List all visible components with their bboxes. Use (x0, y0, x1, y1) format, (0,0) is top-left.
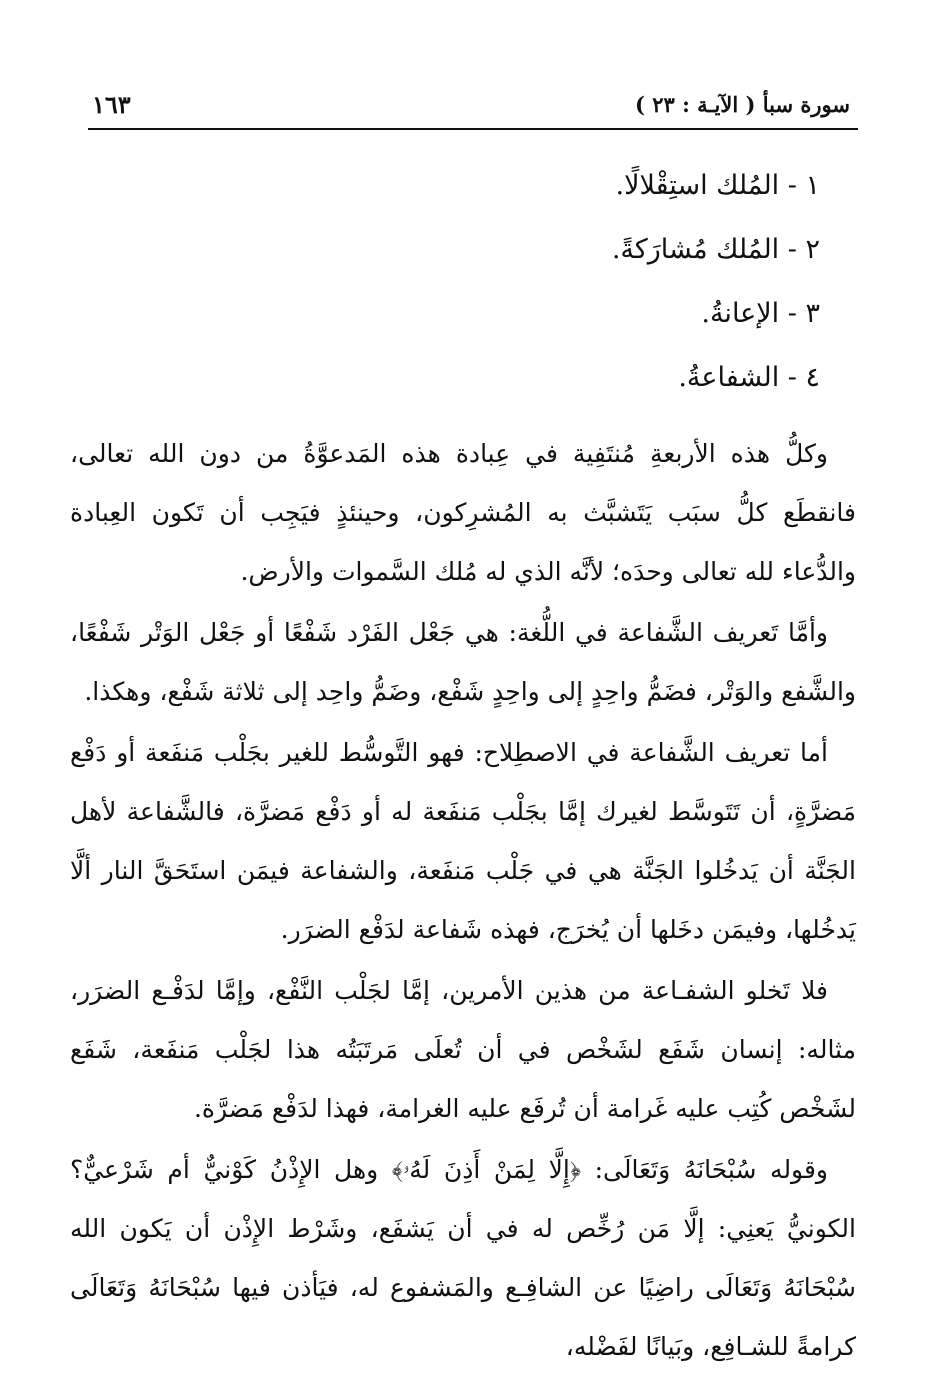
page-number: ١٦٣ (92, 90, 131, 119)
numbered-list (70, 168, 856, 396)
list-item: ٤ - الشفاعةُ. (678, 362, 820, 393)
paragraph: وكلُّ هذه الأربعةِ مُنتَفِية في عِبادة هذه المَدعوَّةُ من دون الله تعالى، فانقطَع كلُّ سبَب يَتَشبَّث به المُشرِكون، وحينئذٍ فيَجِب أن تَكون العِبادة والدُّعاء لله تعالى وحدَه؛ لأنَّه الذي له مُلك السَّموات والأرض. (70, 439, 856, 586)
paragraph: وأمَّا تَعريف الشَّفاعة في اللُّغة: هي جَعْل الفَرْد شَفْعًا أو جَعْل الوَتْر شَفْعًا، والشَّفع والوَتْر، فضَمُّ واحِدٍ إلى واحِدٍ شَفْع، وضَمُّ واحِد إلى ثلاثة شَفْع، وهكذا. (70, 618, 856, 706)
running-title: سورة سبأ ( الآيـة : ٢٣ ) (634, 92, 850, 117)
list-item: ٢ - المُلك مُشارَكةً. (611, 234, 820, 265)
paragraph: وقوله سُبْحَانَهُ وَتَعَالَى: ﴿إِلَّا لِمَنْ أَذِنَ لَهُۥ﴾ وهل الإِذْنُ كَوْنيٌّ أم شَرْعيٌّ؟ الكونيُّ يَعنِي: إلَّا مَن رُخِّص له في أن يَشفَع، وشَرْط الإِذْن أن يَكون الله سُبْحَانَهُ وَتَعَالَى راضِيًا عن الشافِـع والمَشفوع له، فيَأذن فيها سُبْحَانَهُ وَتَعَالَى كرامةً للشـافِع، وبَيانًا لفَضْله، (70, 1155, 856, 1361)
list-item: ١ - المُلك استِقْلالًا. (615, 170, 820, 201)
paragraph: فلا تَخلو الشفـاعة من هذين الأمرين، إمَّا لجَلْب النَّفْع، وإمَّا لدَفْـع الضرَر، مثاله: إنسان شَفَع لشَخْص في أن تُعلَى مَرتَبَتُه هذا لجَلْب مَنفَعة، شَفَع لشَخْص كُتِب عليه غَرامة أن تُرفَع عليه الغرامة، فهذا لدَفْع مَضرَّة. (70, 976, 856, 1123)
list-item: ٣ - الإعانةُ. (701, 298, 820, 329)
page-body (70, 168, 856, 1378)
page-header (88, 86, 858, 130)
paragraph: أما تعريف الشَّفاعة في الاصطِلاح: فهو التَّوسُّط للغير بجَلْب مَنفَعة أو دَفْع مَضرَّةٍ، أن تَتَوسَّط لغيرك إمَّا بجَلْب مَنفَعة له أو دَفْع مَضرَّة، فالشَّفاعة لأهل الجَنَّة أن يَدخُلوا الجَنَّة هي في جَلْب مَنفَعة، والشفاعة فيمَن استَحَقَّ النار ألَّا يَدخُلها، وفيمَن دخَلها أن يُخرَج، فهذه شَفاعة لدَفْع الضرَر. (70, 738, 856, 944)
